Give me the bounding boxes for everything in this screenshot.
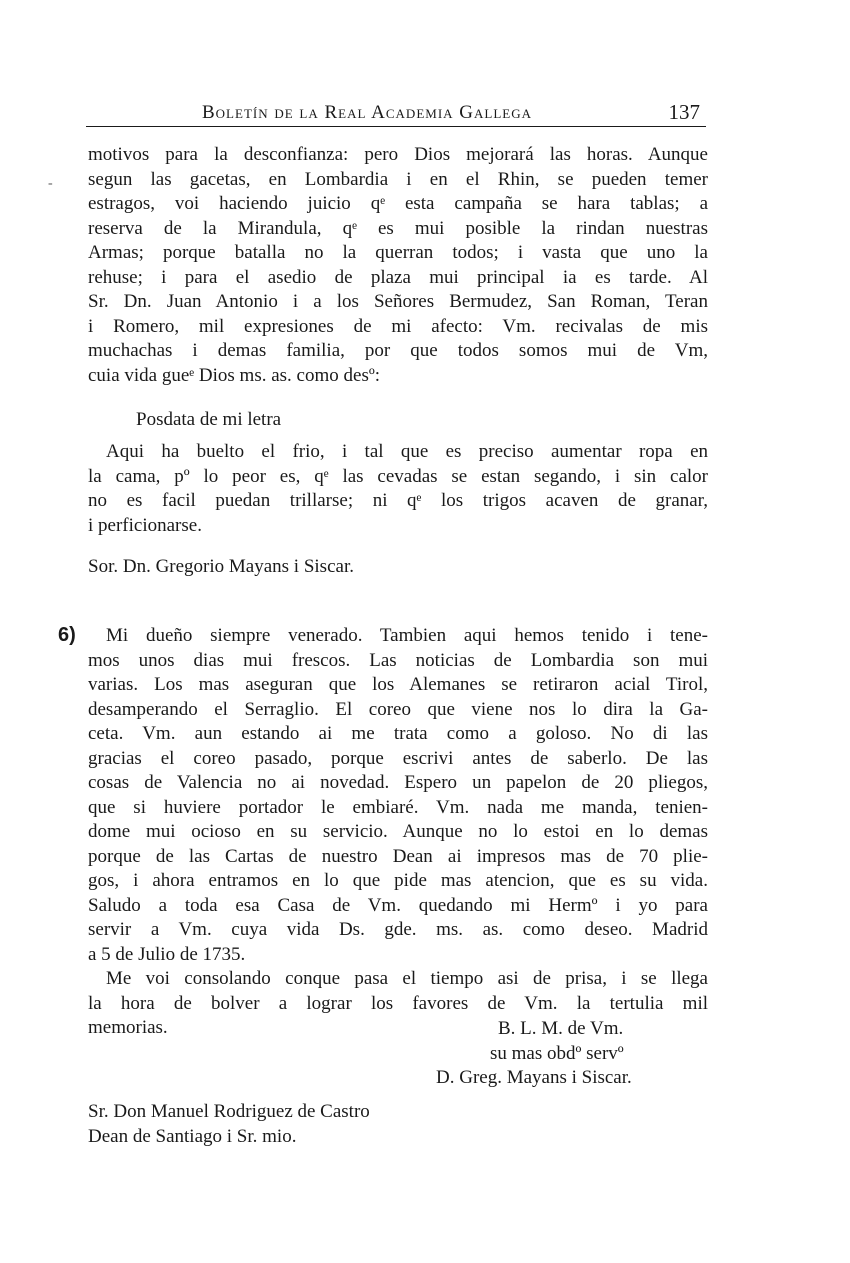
text-line: estragos, voi haciendo juicio qᵉ esta campaña se hara tablas; a: [88, 193, 708, 214]
text-line: Mi dueño siempre venerado. Tambien aqui hemos tenido i tene-: [106, 625, 708, 646]
text-line: no es facil puedan trillarse; ni qᵉ los trigos acaven de granar,: [88, 490, 708, 511]
text-line: Me voi consolando conque pasa el tiempo asi de prisa, i se llega: [106, 968, 708, 989]
text-line: Saludo a toda esa Casa de Vm. quedando mi Hermº i yo para: [88, 894, 708, 916]
text-line: mos unos dias mui frescos. Las noticias de Lombardia son mui: [88, 649, 708, 671]
text-line: ceta. Vm. aun estando ai me trata como a goloso. No di las: [88, 723, 708, 744]
text-line: cuia vida gueᵉ Dios ms. as. como desº:: [88, 364, 381, 386]
closing-line: D. Greg. Mayans i Siscar.: [436, 1067, 632, 1088]
journal-title: Boletín de la Real Academia Gallega: [202, 102, 532, 123]
text-line: desamperando el Serraglio. El coreo que viene nos lo dira la Ga-: [88, 698, 708, 720]
text-line: i Romero, mil expresiones de mi afecto: Vm. recivalas de mis: [88, 315, 708, 337]
text-line: Sr. Dn. Juan Antonio i a los Señores Bermudez, San Roman, Teran: [88, 291, 708, 312]
text-line: muchachas i demas familia, por que todos somos mui de Vm,: [88, 340, 708, 361]
postscript-heading-text: Posdata de mi letra: [136, 409, 282, 430]
text-line: dome mui ocioso en su servicio. Aunque no lo estoi en lo demas: [88, 821, 708, 842]
postscript-body: [88, 440, 708, 538]
text-line: reserva de la Mirandula, qᵉ es mui posible la rindan nuestras: [88, 217, 708, 239]
text-line: la hora de bolver a lograr los favores de Vm. la tertulia mil: [88, 992, 708, 1014]
text-line: Aqui ha buelto el frio, i tal que es preciso aumentar ropa en: [106, 441, 708, 462]
text-line: rehuse; i para el asedio de plaza mui principal ia es tarde. Al: [88, 266, 708, 288]
signature-line: Sor. Dn. Gregorio Mayans i Siscar.: [88, 556, 354, 577]
letter2-body: [88, 624, 708, 1041]
text-line: servir a Vm. cuya vida Ds. gde. ms. as. como deseo. Madrid: [88, 919, 708, 940]
text-line: gracias el coreo pasado, porque escrivi antes de saberlo. De las: [88, 747, 708, 769]
letter1-body: [88, 143, 708, 388]
text-line: varias. Los mas aseguran que los Alemanes se retiraron acial Tirol,: [88, 674, 708, 695]
postscript-heading: [136, 408, 696, 433]
text-line: i perficionarse.: [88, 514, 202, 536]
page-number: 137: [668, 100, 700, 124]
text-line: motivos para la desconfianza: pero Dios mejorará las horas. Aunque: [88, 144, 708, 165]
letter-number: 6): [58, 624, 76, 646]
text-line: segun las gacetas, en Lombardia i en el Rhin, se pueden temer: [88, 168, 708, 190]
text-line: cosas de Valencia no ai novedad. Espero un papelon de 20 pliegos,: [88, 772, 708, 793]
text-line: Armas; porque batalla no la querran todos; i vasta que uno la: [88, 242, 708, 263]
letter1-signature: [88, 555, 708, 580]
letter2-addressee: [88, 1100, 708, 1149]
closing-line: B. L. M. de Vm.: [498, 1018, 624, 1039]
running-header: [86, 96, 706, 127]
text-line: memorias.: [88, 1017, 168, 1038]
text-line: la cama, pº lo peor es, qᵉ las cevadas se estan segando, i sin calor: [88, 465, 708, 487]
text-line: gos, i ahora entramos en lo que pide mas atencion, que es su vida.: [88, 870, 708, 891]
addressee-line: Dean de Santiago i Sr. mio.: [88, 1125, 297, 1147]
text-line: que si huviere portador le embiaré. Vm. nada me manda, tenien-: [88, 796, 708, 818]
text-line: a 5 de Julio de 1735.: [88, 943, 246, 965]
addressee-line: Sr. Don Manuel Rodriguez de Castro: [88, 1101, 370, 1122]
margin-mark: -: [48, 176, 53, 191]
closing-line: su mas obdº servº: [490, 1042, 624, 1064]
text-line: porque de las Cartas de nuestro Dean ai impresos mas de 70 plie-: [88, 845, 708, 867]
letter2-closing: [420, 1017, 710, 1091]
